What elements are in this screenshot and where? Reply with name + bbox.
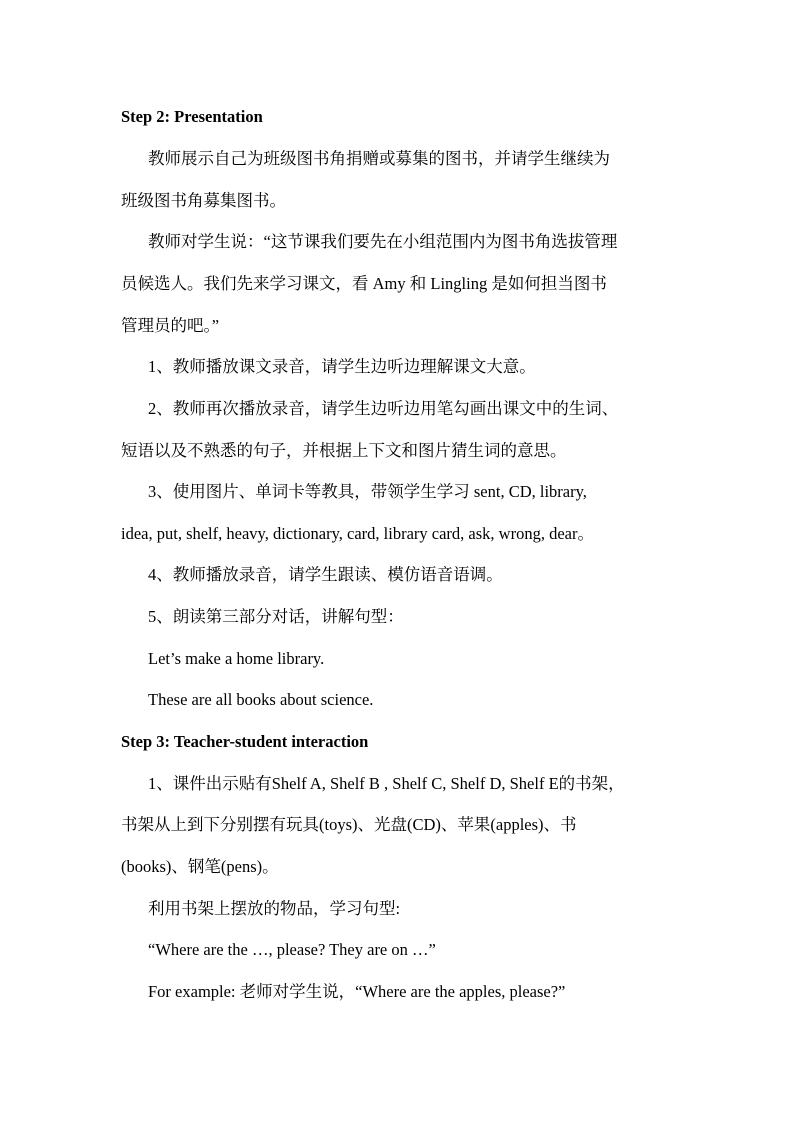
example-sentence: Let’s make a home library. xyxy=(148,649,325,668)
list-item-continuation: 短语以及不熟悉的句子，并根据上下文和图片猜生词的意思。 xyxy=(121,441,567,460)
list-item: 3、使用图片、单词卡等教具，带领学生学习 sent, CD, library, xyxy=(148,482,587,501)
step2-heading: Step 2: Presentation xyxy=(121,107,263,126)
list-item-continuation: idea, put, shelf, heavy, dictionary, card, library card, ask, wrong, dear。 xyxy=(121,524,594,543)
paragraph-line: 管理员的吧。” xyxy=(121,316,220,335)
list-item: 1、课件出示贴有Shelf A, Shelf B , Shelf C, Shelf D, Shelf E的书架， xyxy=(148,774,625,793)
paragraph-line: 利用书架上摆放的物品，学习句型: xyxy=(148,899,401,918)
paragraph-line: 员候选人。我们先来学习课文，看 Amy 和 Lingling 是如何担当图书 xyxy=(121,274,607,293)
list-item: 4、教师播放录音，请学生跟读、模仿语音语调。 xyxy=(148,565,503,584)
example-line: For example: 老师对学生说，“Where are the apples, please?” xyxy=(148,982,566,1001)
step3-heading: Step 3: Teacher-student interaction xyxy=(121,732,369,751)
list-item-continuation: 书架从上到下分别摆有玩具(toys)、光盘(CD)、苹果(apples)、书 xyxy=(121,815,577,834)
list-item-continuation: (books)、钢笔(pens)。 xyxy=(121,857,279,876)
paragraph-line: 教师对学生说：“这节课我们要先在小组范围内为图书角选拔管理 xyxy=(148,232,618,251)
example-sentence: These are all books about science. xyxy=(148,690,374,709)
paragraph-line: 教师展示自己为班级图书角捐赠或募集的图书，并请学生继续为 xyxy=(148,149,610,168)
sentence-pattern: “Where are the …, please? They are on …” xyxy=(148,940,436,959)
list-item: 2、教师再次播放录音，请学生边听边用笔勾画出课文中的生词、 xyxy=(148,399,619,418)
list-item: 5、朗读第三部分对话，讲解句型： xyxy=(148,607,404,626)
paragraph-line: 班级图书角募集图书。 xyxy=(121,191,286,210)
list-item: 1、教师播放课文录音，请学生边听边理解课文大意。 xyxy=(148,357,536,376)
